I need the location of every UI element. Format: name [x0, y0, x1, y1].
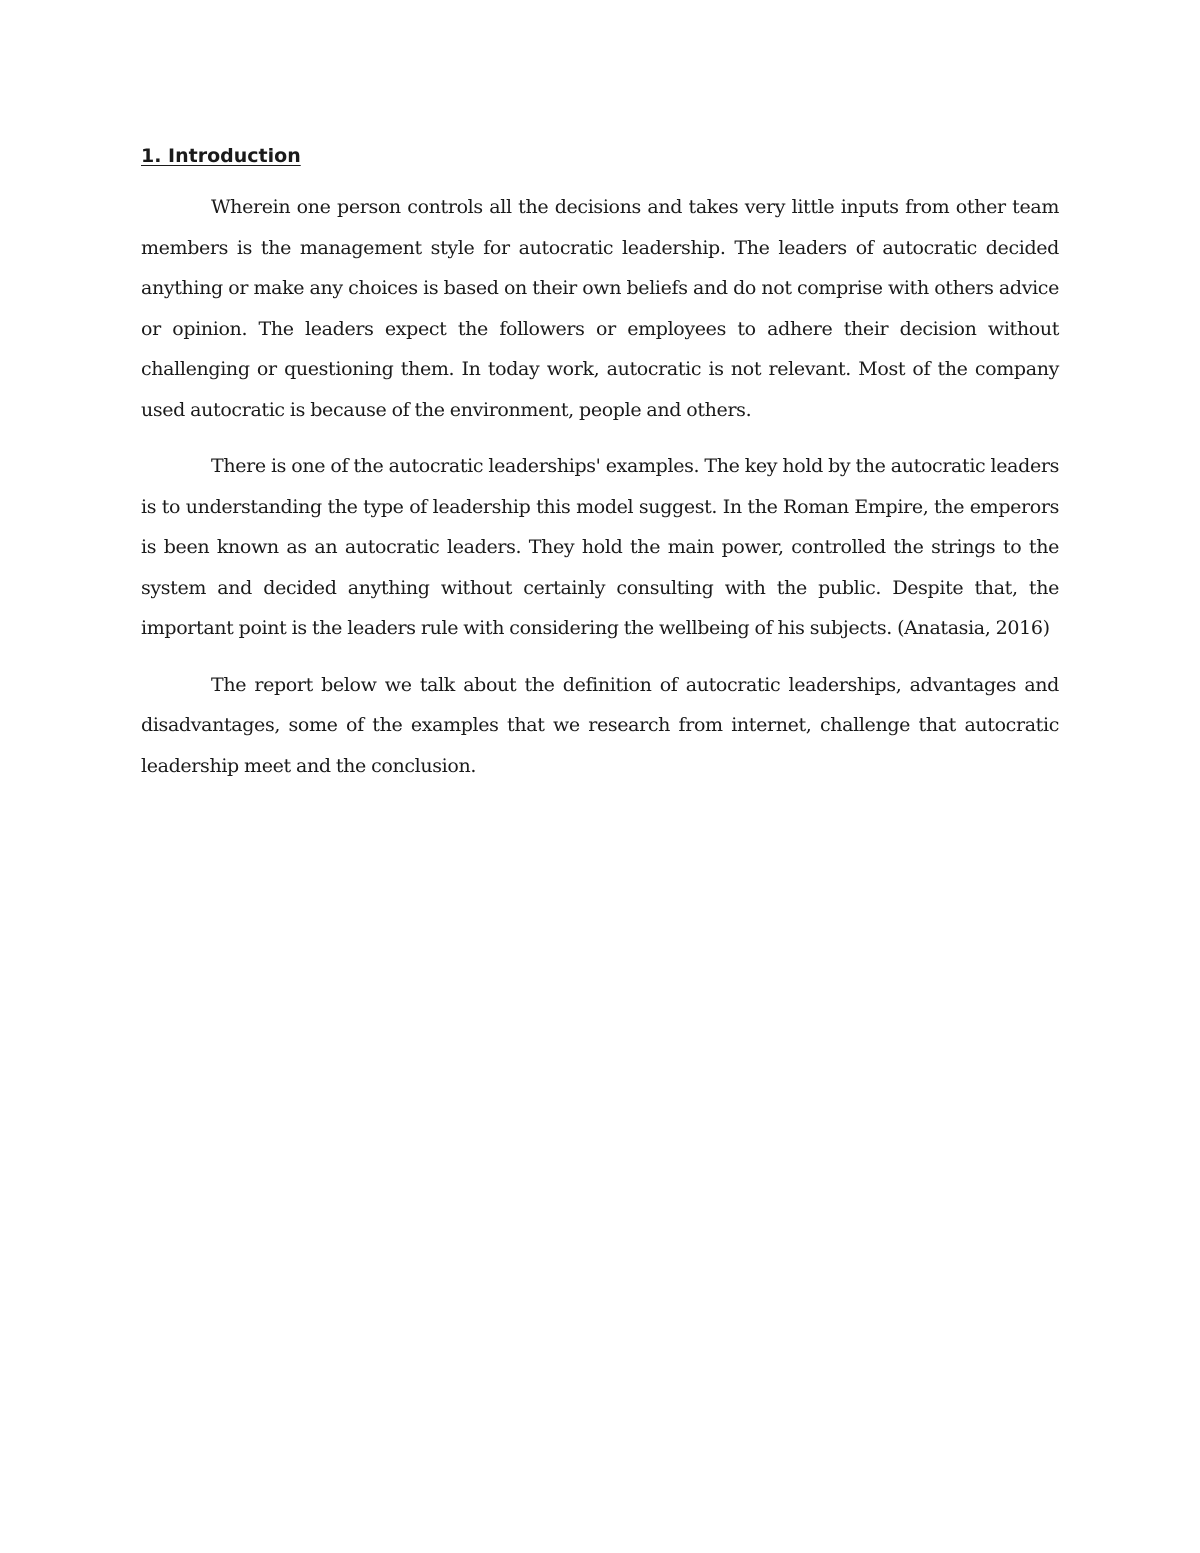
page-content	[141, 139, 1059, 802]
section-heading: 1. Introduction	[141, 145, 301, 167]
paragraph-definition: Wherein one person controls all the decisions and takes very little inputs from other team members is the management style for autocratic leadership. The leaders of autocratic decided anything or make any choices is based on their own beliefs and do not comprise with others advice or opinion. The leaders expect the followers or employees to adhere their decision without challenging or questioning them. In today work, autocratic is not relevant. Most of the company used autocratic is because of the environment, people and others.	[141, 196, 1059, 421]
paragraph-report-outline: The report below we talk about the definition of autocratic leaderships, advantages and disadvantages, some of the examples that we research from internet, challenge that autocratic leadership meet and the conclusion.	[141, 673, 1059, 777]
paragraph-example: There is one of the autocratic leaderships' examples. The key hold by the autocratic leaders is to understanding the type of leadership this model suggest. In the Roman Empire, the emperors is been known as an autocratic leaders. They hold the main power, controlled the strings to the system and decided anything without certainly consulting with the public. Despite that, the important point is the leaders rule with considering the wellbeing of his subjects. (Anatasia, 2016)	[141, 455, 1059, 639]
